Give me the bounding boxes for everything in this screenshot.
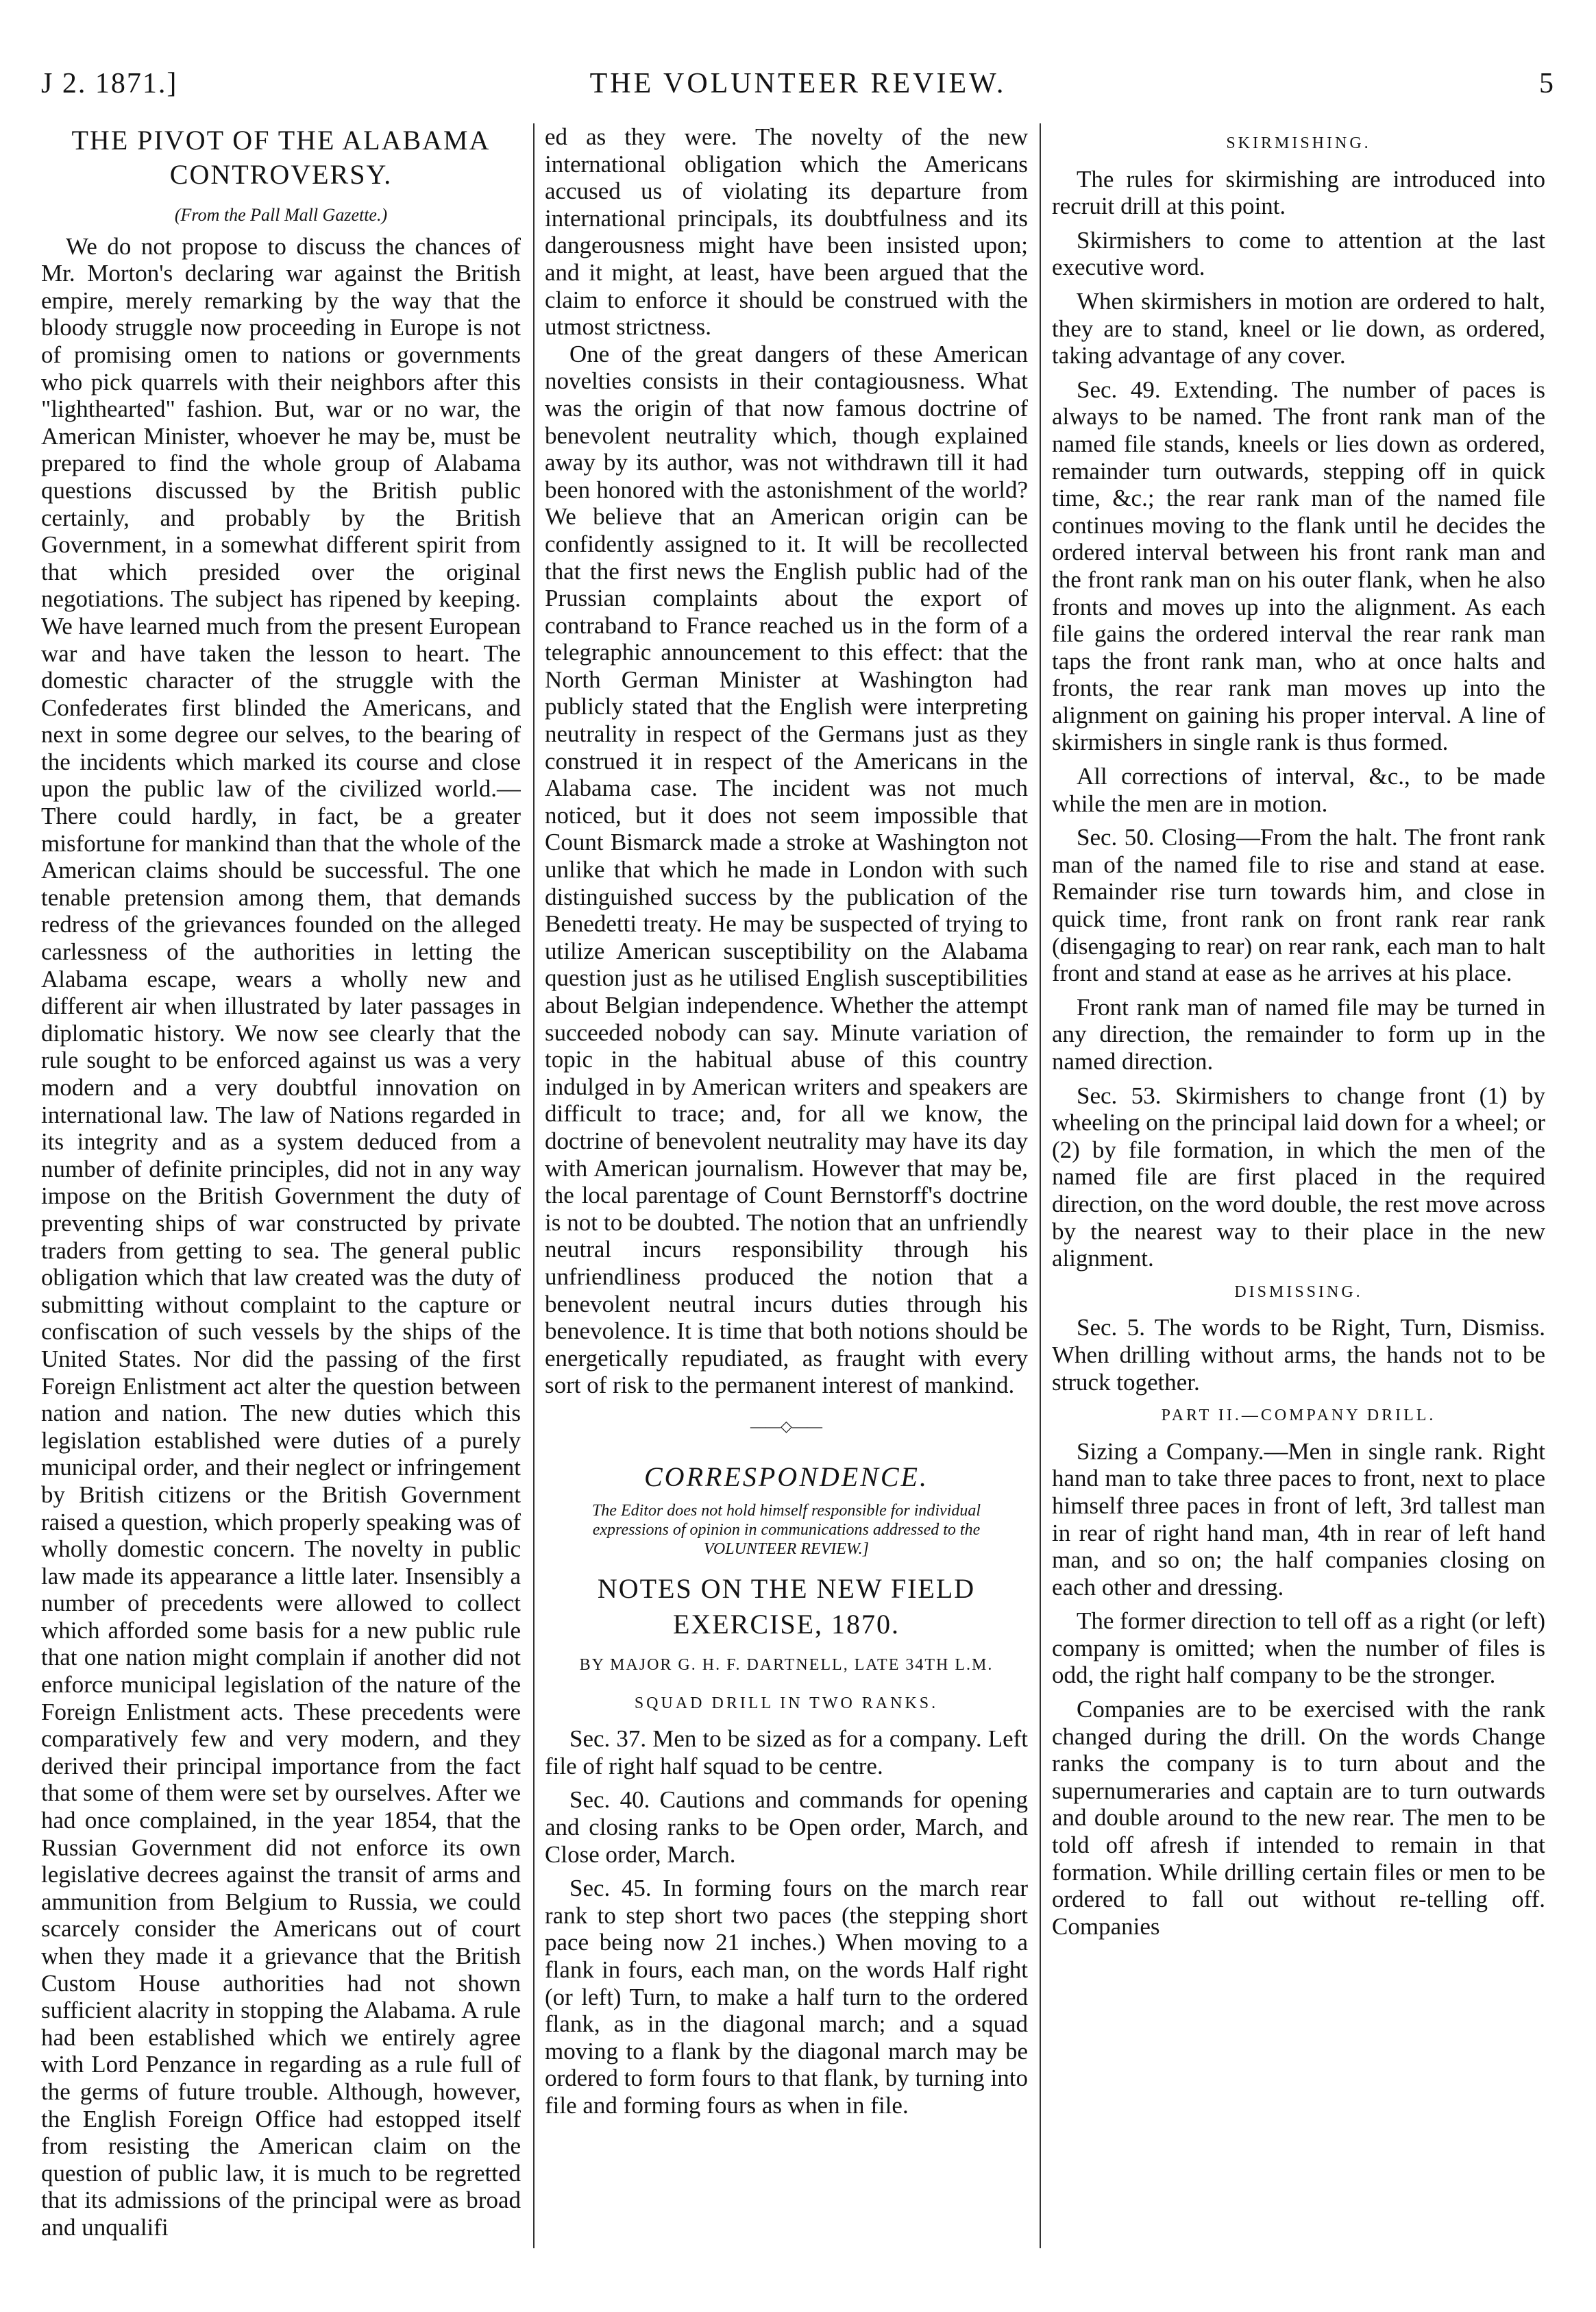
- issue-date: J 2. 1871.]: [41, 68, 178, 99]
- notes-paragraph: The former direction to tell off as a right (or left) company is omitted; when the number of files is odd, the right half company to be the stronger.: [1052, 1607, 1545, 1689]
- notes-paragraph: Companies are to be exercised with the rank changed during the drill. On the words Change ranks the company is to turn about and the supernumeraries and captain are to turn outwards and double around to the new rear. The men to be told off afresh if intended to remain in that formation. While drilling certain files or men to be ordered to fall out without re-telling off. Companies: [1052, 1696, 1545, 1940]
- section-heading: SKIRMISHING.: [1226, 134, 1371, 152]
- article-source: (From the Pall Mall Gazette.): [174, 205, 388, 225]
- article-paragraph: One of the great dangers of these American novelties consists in their contagiousness. What was the origin of that now famous doctrine of benevolent neutrality which, though explained away by its author, was not withdrawn till it had been honored with the astonishment of the world? We believe that an American origin can be confidently assigned to it. It will be recollected that the first news the English public had of the Prussian complaints about the export of contraband to France reached us in the form of a telegraphic announcement to this effect: that the North German Minister at Washington had publicly stated that the English were interpreting neutrality in respect of the Germans just as they construed it in respect of the Americans in the Alabama case. The incident was not much noticed, but it does not seem impossible that Count Bismarck made a stroke at Washington not unlike that which he made in London with such distinguished success by the publication of the Benedetti treaty. He may be suspected of trying to utilize American susceptibility on the Alabama question just as he utilised English susceptibilities about Belgian independence. Whether the attempt succeeded nobody can say. Minute variation of topic in the habitual abuse of this country indulged in by American writers and speakers are difficult to trace; and, for all we know, the doctrine of benevolent neutrality may have its day with American journalism. However that may be, the local parentage of Count Bernstorff's doctrine is not to be doubted. The notion that an unfriendly neutral incurs responsibility through his unfriendliness produced the notion that a benevolent neutral incurs duties through his benevolence. It is time that both notions should be energetically repudiated, as fraught with every sort of risk to the permanent interest of mankind.: [545, 340, 1028, 1399]
- notes-paragraph: Sec. 49. Extending. The number of paces is always to be named. The front rank man of the named file stands, kneels or lies down as ordered, remainder turn outwards, stepping off in quick time, &c.; the rear rank man of the named file continues moving to the flank until he decides the ordered interval between his front rank man and the front rank man on his outer flank, when he also fronts and moves up into the alignment. As each file gains the ordered interval the rear rank man taps the front rank man, who at once halts and fronts, the rear rank man moves up into the alignment on gaining his proper interval. A line of skirmishers in single rank is thus formed.: [1052, 376, 1545, 756]
- notes-paragraph: Sec. 40. Cautions and commands for opening and closing ranks to be Open order, March, and Close order, March.: [545, 1786, 1028, 1868]
- notes-paragraph: Sec. 50. Closing—From the halt. The front rank man of the named file to rise and stand at ease. Remainder rise turn towards him, and close in quick time, front rank on front rank rear rank (disengaging to rear) on rear rank, each man to halt front and stand at ease as he arrives at his place.: [1052, 824, 1545, 987]
- notes-paragraph: Front rank man of named file may be turned in any direction, the remainder to form up in the named direction.: [1052, 993, 1545, 1075]
- notes-paragraph: All corrections of interval, &c., to be made while the men are in motion.: [1052, 763, 1545, 817]
- article-paragraph: We do not propose to discuss the chances of Mr. Morton's declaring war against the British empire, merely remarking by the way that the bloody struggle now proceeding in Europe is not of promising omen to nations or governments who pick quarrels with their neighbors after this "lighthearted" fashion. But, war or no war, the American Minister, whoever he may be, must be prepared to find the whole group of Alabama questions discussed by the British public certainly, and probably by the British Government, in a somewhat different spirit from that which presided over the original negotiations. The subject has ripened by keeping. We have learned much from the present European war and have taken the lesson to heart. The domestic character of the struggle with the Confederates first blinded the Americans, and next in some degree our selves, to the bearing of the incidents which marked its course and close upon the public law of the civilized world.—There could hardly, in fact, be a greater misfortune for mankind than that the whole of the American claims should be successful. The one tenable pretension among them, that demands redress of the grievances founded on the alleged carlessness of the authorities in letting the Alabama escape, wears a wholly new and different air when illustrated by later passages in diplomatic history. We now see clearly that the rule sought to be enforced against us was a very modern and a very doubtful innovation on international law. The law of Nations regarded in its integrity and as a system deduced from a number of definite principles, did not in any way impose on the British Government the duty of preventing ships of war constructed by private traders from getting to sea. The general public obligation which that law created was the duty of submitting without complaint to the capture or confiscation of such vessels by the ships of the United States. Nor did the passing of the first Foreign Enlistment act alter the question between nation and nation. The new duties which this legislation established were duties of a purely municipal order, and their neglect or infringement by British citizens or the British Government raised a question, which properly speaking was of wholly domestic concern. The novelty in public law made its appearance a little later. Insensibly a number of precedents were allowed to collect which afforded some basis for a new public rule that one nation might complain if another did not enforce municipal legislation of the nature of the Foreign Enlistment acts. These precedents were comparatively few and very modern, and they derived their principal importance from the fact that some of them were set by ourselves. After we had once complained, in the year 1854, that the Russian Government did not enforce its own legislative decrees against the transit of arms and ammunition from Belgium to Russia, we could scarcely consider the Americans out of court when they made it a grievance that the British Custom House authorities had not shown sufficient alacrity in stopping the Alabama. A rule had been established which we entirely agree with Lord Penzance in regarding as a rule full of the germs of future trouble. Although, however, the English Foreign Office had estopped itself from resisting the American claim on the question of public law, it is much to be regretted that its admissions of the principal were as broad and unqualifi: [41, 232, 521, 2241]
- publication-title: THE VOLUNTEER REVIEW.: [589, 68, 1007, 99]
- page-header: [41, 67, 1555, 108]
- notes-paragraph: Sec. 5. The words to be Right, Turn, Dismiss. When drilling without arms, the hands not to be struck together.: [1052, 1314, 1545, 1396]
- byline: BY MAJOR G. H. F. DARTNELL, LATE 34TH L.M.: [579, 1656, 994, 1675]
- column-divider: [1040, 123, 1041, 2248]
- page-number: 5: [1539, 68, 1555, 99]
- notes-paragraph: Sizing a Company.—Men in single rank. Right hand man to take three paces to front, next to place himself three paces in front of left, 3rd tallest man in rear of right hand man, 4th in rear of left hand man, and so on; the half companies closing on each other and dressing.: [1052, 1437, 1545, 1601]
- section-heading: SQUAD DRILL IN TWO RANKS.: [634, 1694, 939, 1712]
- column-2: [545, 123, 1028, 2248]
- notes-paragraph: The rules for skirmishing are introduced into recruit drill at this point.: [1052, 165, 1545, 220]
- editor-note: The Editor does not hold himself responsible for individual expressions of opinion in communications addressed to the VOLUNTEER REVIEW.]: [591, 1502, 981, 1559]
- article-paragraph: ed as they were. The novelty of the new international obligation which the Americans accused us of violating its departure from international principals, its doubtfulness and its dangerousness might have been insisted upon; and it might, at least, have been argued that the claim to enforce it should be construed with the utmost strictness.: [545, 123, 1028, 341]
- notes-paragraph: Sec. 37. Men to be sized as for a company. Left file of right half squad to be centre.: [545, 1725, 1028, 1779]
- notes-title: NOTES ON THE NEW FIELD EXERCISE, 1870.: [597, 1573, 976, 1640]
- column-3: [1052, 123, 1545, 2248]
- column-divider: [533, 123, 535, 2248]
- column-1: [41, 123, 521, 2248]
- notes-paragraph: Sec. 53. Skirmishers to change front (1) by wheeling on the principal laid down for a wheel; or (2) by file formation, in which the men of the named file are first placed in the required direction, on the word double, the rest move across by the nearest way to their place in the new alignment.: [1052, 1082, 1545, 1272]
- notes-paragraph: When skirmishers in motion are ordered to halt, they are to stand, kneel or lie down, as ordered, taking advantage of any cover.: [1052, 287, 1545, 369]
- correspondence-heading: CORRESPONDENCE.: [644, 1461, 929, 1492]
- notes-paragraph: Sec. 45. In forming fours on the march rear rank to step short two paces (the stepping short pace being now 21 inches.) When moving to a flank in fours, each man, on the words Half right (or left) Turn, to make a half turn to the ordered flank, as in the diagonal march; and a squad moving to a flank by the diagonal march may be ordered to form fours to that flank, by turning into file and forming fours as when in file.: [545, 1875, 1028, 2119]
- section-heading: PART II.—COMPANY DRILL.: [1161, 1407, 1436, 1425]
- article-title: THE PIVOT OF THE ALABAMA CONTROVERSY.: [71, 125, 491, 190]
- section-heading: DISMISSING.: [1234, 1282, 1363, 1301]
- ornament-divider: ——◇——: [750, 1417, 822, 1435]
- notes-paragraph: Skirmishers to come to attention at the last executive word.: [1052, 226, 1545, 281]
